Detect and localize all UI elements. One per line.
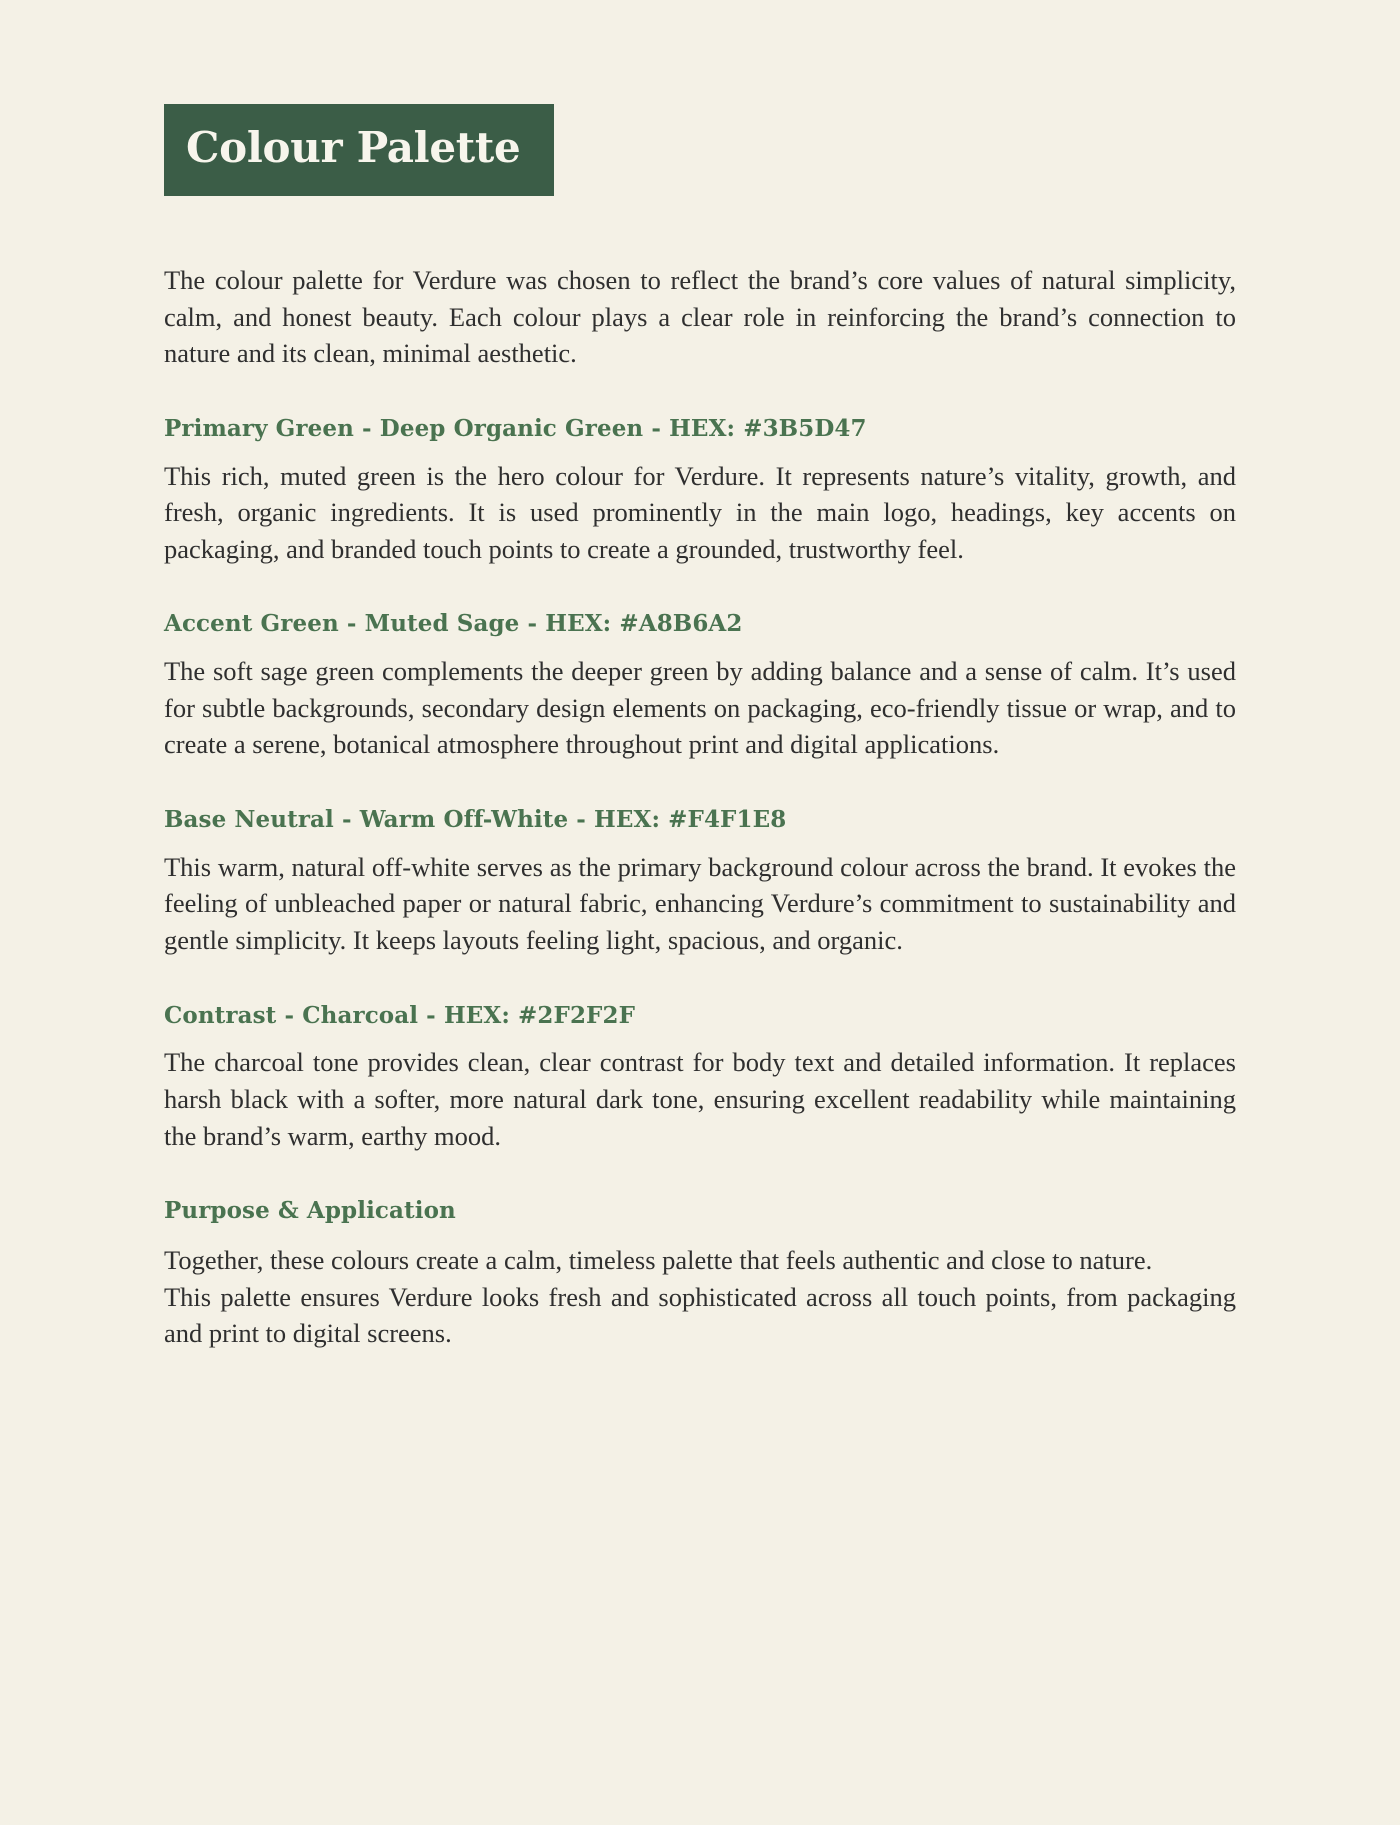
section-heading-accent-green: Accent Green - Muted Sage - HEX: #A8B6A2 [164, 610, 743, 638]
section-body-accent-green: The soft sage green complements the deeper green by adding balance and a sense of calm. It’s used for subtle backgrounds, secondary design elements on packaging, eco-friendly tissue or wrap, and to create a serene, botanical atmosphere throughout print and digital applications. [164, 656, 1236, 760]
section-heading-purpose-application: Purpose & Application [164, 1197, 456, 1225]
section-heading-contrast-charcoal: Contrast - Charcoal - HEX: #2F2F2F [164, 1001, 636, 1029]
section-body-base-neutral: This warm, natural off-white serves as the primary background colour across the brand. It evokes the feeling of unbleached paper or natural fabric, enhancing Verdure’s commitment to sustainability and gentle simplicity. It keeps layouts feeling light, spacious, and organic. [164, 851, 1236, 955]
section-base-neutral [164, 805, 1236, 959]
section-heading-primary-green: Primary Green - Deep Organic Green - HEX: #3B5D47 [164, 414, 867, 442]
purpose-paragraph-1: Together, these colours create a calm, timeless palette that feels authentic and close to nature. [164, 1244, 1153, 1275]
page-title-block [164, 104, 554, 196]
purpose-paragraph-2: This palette ensures Verdure looks fresh and sophisticated across all touch points, from packaging and print to digital screens. [164, 1281, 1236, 1349]
section-primary-green [164, 414, 1236, 568]
intro-paragraph: The colour palette for Verdure was chosen to reflect the brand’s core values of natural simplicity, calm, and honest beauty. Each colour plays a clear role in reinforcing the brand’s connection to nature and its clean, minimal aesthetic. [164, 265, 1236, 369]
section-contrast-charcoal [164, 1001, 1236, 1155]
section-body-primary-green: This rich, muted green is the hero colour for Verdure. It represents nature’s vitality, growth, and fresh, organic ingredients. It is used prominently in the main logo, headings, key accents on packaging, and branded touch points to create a grounded, trustworthy feel. [164, 460, 1236, 564]
section-body-contrast-charcoal: The charcoal tone provides clean, clear contrast for body text and detailed information. It replaces harsh black with a softer, more natural dark tone, ensuring excellent readability while maintaining the brand’s warm, earthy mood. [164, 1047, 1236, 1151]
document-content [164, 104, 1236, 1352]
section-heading-base-neutral: Base Neutral - Warm Off-White - HEX: #F4F1E8 [164, 805, 787, 833]
section-purpose-application [164, 1196, 1236, 1352]
section-accent-green [164, 609, 1236, 763]
page-title: Colour Palette [186, 123, 521, 172]
